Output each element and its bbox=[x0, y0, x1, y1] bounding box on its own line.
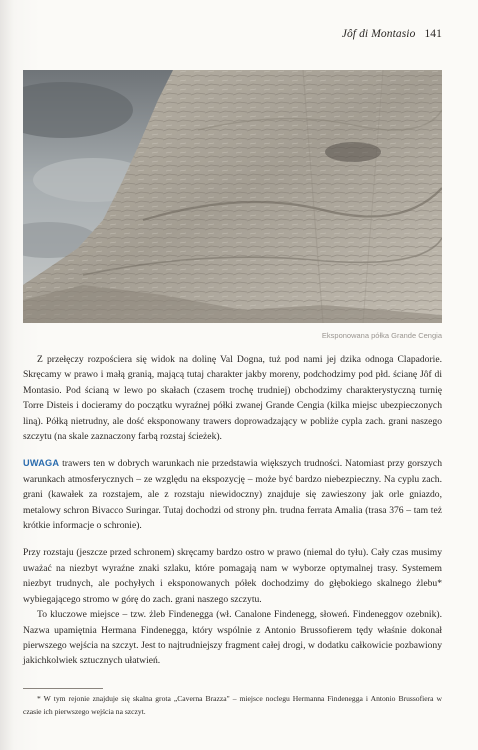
footnote-divider bbox=[23, 688, 103, 689]
cliff-image bbox=[23, 70, 442, 323]
warning-text: trawers ten w dobrych warunkach nie przedstawia większych trudności. Natomiast przy gorszych warunkach atmosferycznych – ze względu na ekspozycję – może być bardzo niebezpieczny. Na cyplu zach. grani (kawałek za rozstajem, ale z rozstaju niewidoczny) znajduje się zawieszony jak orle gniazdo, metalowy schron Bivacco Suringar. Tutaj dochodzi od strony płn. trudna ferrata Amalia (trasa 376 – tam też krótkie informacje o schronie). bbox=[23, 458, 442, 532]
header-title: Jôf di Montasio bbox=[341, 28, 416, 40]
warning-label: UWAGA bbox=[23, 458, 60, 469]
footnote bbox=[23, 692, 442, 718]
cliff-photo bbox=[23, 70, 442, 323]
paragraph-route-description: Z przełęczy rozpościera się widok na dolinę Val Dogna, tuż pod nami jej dzika odnoga Clapadorie. Skręcamy w prawo i małą granią, mającą tutaj charakter jakby moreny, podchodzimy pod płd. ścianę Jôf di Montasio. Pod ścianą w lewo po skałach (czasem trochę trudniej) obchodzimy charakterystyczną turnię Torre Disteis i docieramy do początku wyraźnej półki zwanej Grande Cengia (kilka miejsc ubezpieczonych liną). Półką nietrudny, ale dość eksponowany trawers doprowadzający w pobliże cypla zach. grani naszego szczytu (na skale zaznaczony farbą rozstaj ścieżek). bbox=[23, 354, 442, 443]
paragraph-findenegg-gully: To kluczowe miejsce – tzw. żleb Findenegga (wł. Canalone Findenegg, słoweń. Findeneggov ozebnik). Nazwa upamiętnia Hermana Findenegga, który wspólnie z Antonio Brussofierem tędy właśnie dokonał pierwszego wejścia na szczyt. Jest to najtrudniejszy fragment całej drogi, w dodatku całkowicie pozbawiony jakichkolwiek sztucznych ułatwień. bbox=[23, 609, 442, 667]
body-text bbox=[23, 352, 442, 669]
paragraph-junction: Przy rozstaju (jeszcze przed schronem) skręcamy bardzo ostro w prawo (niemal do tyłu). Cały czas musimy uważać na niezbyt wyraźne znaki szlaku, które pomagają nam w wyborze optymalnej trasy. Systemem niezbyt trudnych, ale pochyłych i eksponowanych półek dochodzimy do głębokiego skalnego żlebu* wybiegającego stromo w górę do zach. grani naszego szczytu. bbox=[23, 547, 442, 605]
photo-caption: Eksponowana półka Grande Cengia bbox=[321, 331, 442, 340]
footnote-text: * W tym rejonie znajduje się skalna grota „Caverna Brazza" – miejsce noclegu Hermanna Findenegga i Antonio Brussofiera w czasie ich pierwszego wejścia na szczyt. bbox=[23, 694, 442, 716]
paragraph-warning bbox=[23, 456, 442, 533]
running-header bbox=[342, 28, 442, 40]
page-number: 141 bbox=[424, 28, 442, 40]
